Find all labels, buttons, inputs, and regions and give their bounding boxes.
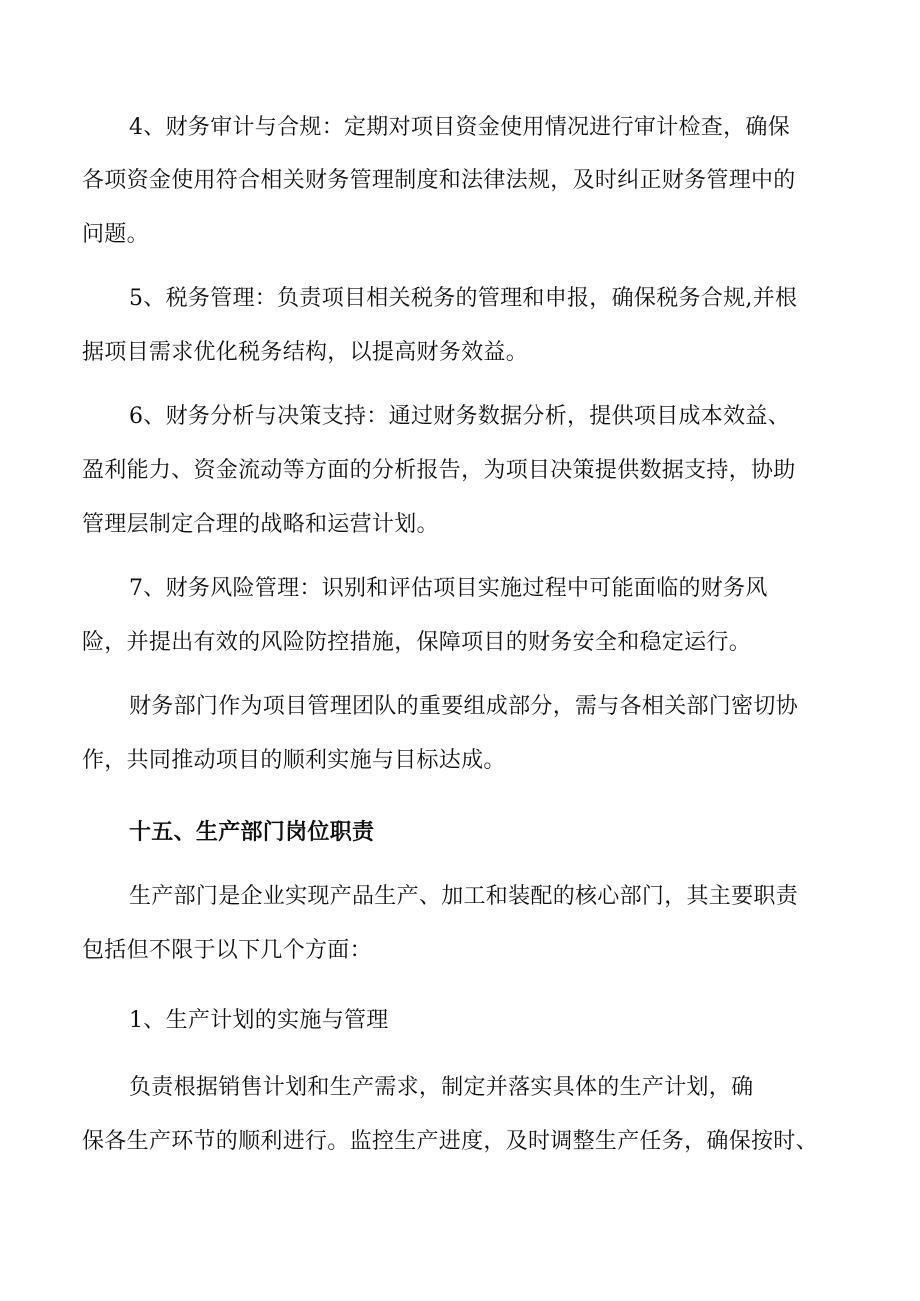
paragraph-line: 5、税务管理：负责项目相关税务的管理和申报，确保税务合规,并根 (129, 286, 798, 311)
paragraph-line: 险，并提出有效的风险防控措施，保障项目的财务安全和稳定运行。 (82, 630, 752, 655)
paragraph-line: 保各生产环节的顺利进行。监控生产进度，及时调整生产任务，确保按时、 (82, 1129, 818, 1154)
paragraph-line: 7、财务风险管理：识别和评估项目实施过程中可能面临的财务风 (129, 576, 768, 601)
paragraph-line: 问题。 (82, 222, 149, 247)
paragraph-line: 6、财务分析与决策支持：通过财务数据分析，提供项目成本效益、 (129, 404, 790, 429)
paragraph-line: 生产部门是企业实现产品生产、加工和装配的核心部门，其主要职责 (129, 884, 799, 909)
paragraph-line: 作，共同推动项目的顺利实施与目标达成。 (82, 748, 506, 773)
paragraph-line: 4、财务审计与合规：定期对项目资金使用情况进行审计检查，确保 (129, 115, 790, 140)
paragraph-line: 管理层制定合理的战略和运营计划。 (82, 512, 439, 537)
paragraph-line: 各项资金使用符合相关财务管理制度和法律法规，及时纠正财务管理中的 (82, 168, 796, 193)
paragraph-line: 负责根据销售计划和生产需求，制定并落实具体的生产计划，确 (129, 1075, 754, 1100)
paragraph-line: 据项目需求优化税务结构，以提高财务效益。 (82, 340, 529, 365)
subsection-heading: 1、生产计划的实施与管理 (129, 1008, 389, 1033)
paragraph-line: 包括但不限于以下几个方面： (82, 938, 372, 963)
paragraph-line: 盈利能力、资金流动等方面的分析报告，为项目决策提供数据支持，协助 (82, 458, 796, 483)
paragraph-line: 财务部门作为项目管理团队的重要组成部分，需与各相关部门密切协 (129, 694, 799, 719)
section-heading: 十五、生产部门岗位职责 (129, 820, 375, 845)
